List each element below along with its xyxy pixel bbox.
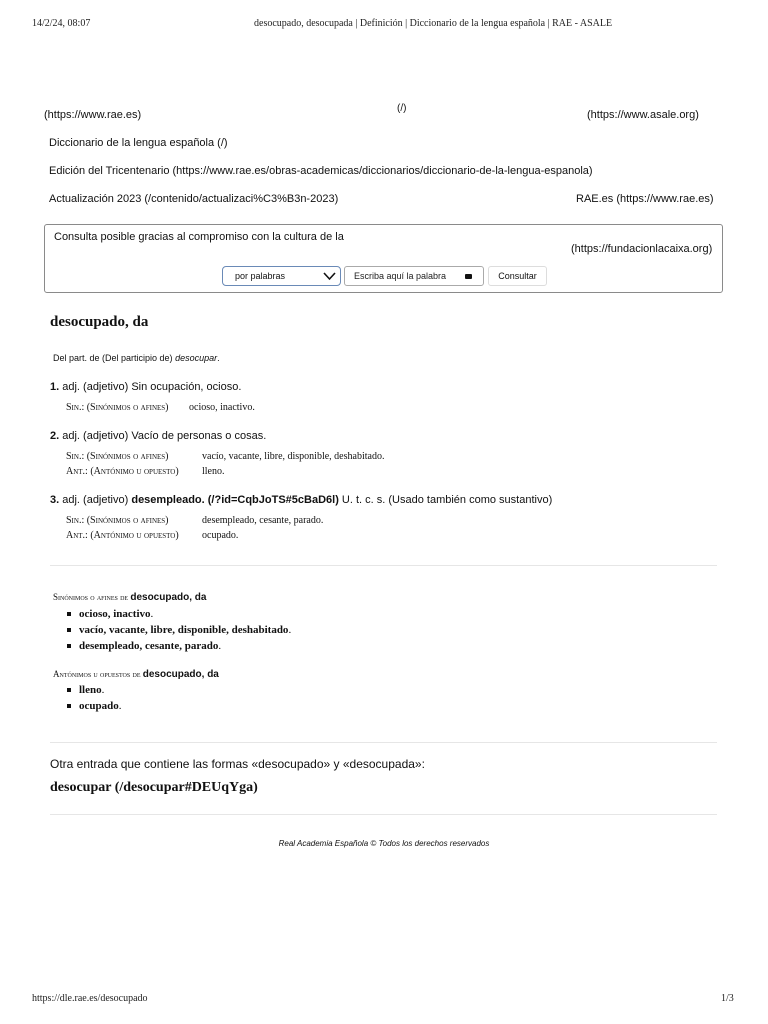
- asale-logo-link[interactable]: (https://www.asale.org): [587, 109, 699, 121]
- sense-3-sin-values: desempleado, cesante, parado.: [202, 515, 324, 526]
- antonyms-heading: [53, 664, 219, 682]
- list-item[interactable]: ocioso, inactivo.: [67, 606, 291, 622]
- sense-definition: adj. (adjetivo) Vacío de personas o cosas.: [59, 430, 267, 442]
- sense-2-ant-values: lleno.: [202, 466, 225, 477]
- nav-rae-es-link[interactable]: RAE.es (https://www.rae.es): [576, 193, 714, 205]
- etymology-word[interactable]: desocupar: [175, 353, 218, 363]
- list-item[interactable]: ocupado.: [67, 698, 122, 714]
- divider: [50, 742, 717, 743]
- synonyms-list: [67, 606, 291, 654]
- sense-3: [50, 494, 552, 506]
- sense-definition-prefix: adj. (adjetivo): [59, 494, 132, 506]
- etymology-prefix: Del part. de (Del participio de): [53, 353, 176, 363]
- divider: [50, 565, 717, 566]
- desempleado-link[interactable]: desempleado. (/?id=CqbJoTS#5cBaD6l): [131, 494, 339, 506]
- synonyms-heading-label: Sinónimos o afines de: [53, 592, 131, 602]
- sense-1: [50, 381, 241, 393]
- other-entry-intro: Otra entrada que contiene las formas «desocupado» y «desocupada»:: [50, 757, 425, 771]
- antonyms-heading-label: Antónimos u opuestos de: [53, 669, 143, 679]
- etymology: [53, 353, 220, 363]
- list-item[interactable]: vacío, vacante, libre, disponible, deshabitado.: [67, 622, 291, 638]
- list-item[interactable]: lleno.: [67, 682, 122, 698]
- sense-number: 1.: [50, 381, 60, 393]
- list-item[interactable]: desempleado, cesante, parado.: [67, 638, 291, 654]
- chevron-down-icon: [323, 270, 336, 282]
- search-input-placeholder: Escriba aquí la palabra: [354, 271, 447, 281]
- sense-2-ant-label: Ant.: (Antónimo u opuesto): [66, 466, 179, 477]
- nav-edicion-link[interactable]: Edición del Tricentenario (https://www.rae.es/obras-academicas/diccionarios/diccionario-de-la-lengua-espanola): [49, 165, 593, 177]
- print-url: https://dle.rae.es/desocupado: [32, 993, 148, 1004]
- nav-diccionario-link[interactable]: Diccionario de la lengua española (/): [49, 137, 228, 149]
- sponsor-link[interactable]: (https://fundacionlacaixa.org): [571, 243, 713, 255]
- etymology-suffix: .: [217, 353, 220, 363]
- print-title: desocupado, desocupada | Definición | Diccionario de la lengua española | RAE - ASALE: [254, 18, 613, 29]
- home-logo-link[interactable]: (/): [397, 103, 407, 114]
- divider: [50, 814, 717, 815]
- synonyms-heading: [53, 587, 206, 605]
- sense-definition-suffix: U. t. c. s. (Usado también como sustantivo): [338, 494, 553, 506]
- print-datetime: 14/2/24, 08:07: [32, 18, 91, 29]
- other-entry-link[interactable]: desocupar (/desocupar#DEUqYga): [50, 780, 258, 795]
- sense-3-ant-values: ocupado.: [202, 530, 239, 541]
- consultar-button[interactable]: Consultar: [488, 266, 547, 286]
- sense-2-sin-label: Sin.: (Sinónimos o afines): [66, 451, 169, 462]
- search-mode-select[interactable]: [222, 266, 341, 286]
- antonyms-heading-word: desocupado, da: [142, 669, 219, 680]
- sense-2: [50, 430, 266, 442]
- search-input[interactable]: [344, 266, 484, 286]
- keyboard-icon[interactable]: [465, 274, 472, 279]
- sense-1-sin-values: ocioso, inactivo.: [189, 402, 255, 413]
- rae-logo-link[interactable]: (https://www.rae.es): [44, 109, 142, 121]
- nav-actualizacion-link[interactable]: Actualización 2023 (/contenido/actualizaci%C3%B3n-2023): [49, 193, 339, 205]
- print-page-number: 1/3: [721, 993, 734, 1004]
- sense-3-ant-label: Ant.: (Antónimo u opuesto): [66, 530, 179, 541]
- sponsor-text: Consulta posible gracias al compromiso con la cultura de la: [54, 231, 344, 243]
- sense-1-sin-label: Sin.: (Sinónimos o afines): [66, 402, 169, 413]
- entry-headword: desocupado, da: [50, 314, 149, 330]
- sense-number: 3.: [50, 494, 60, 506]
- sense-number: 2.: [50, 430, 60, 442]
- antonyms-list: [67, 682, 122, 714]
- sense-3-sin-label: Sin.: (Sinónimos o afines): [66, 515, 169, 526]
- synonyms-heading-word: desocupado, da: [130, 592, 207, 603]
- search-mode-value: por palabras: [235, 271, 286, 281]
- sense-2-sin-values: vacío, vacante, libre, disponible, deshabitado.: [202, 451, 385, 462]
- sense-definition: adj. (adjetivo) Sin ocupación, ocioso.: [59, 381, 242, 393]
- copyright-footer: Real Academia Española © Todos los derechos reservados: [278, 839, 490, 848]
